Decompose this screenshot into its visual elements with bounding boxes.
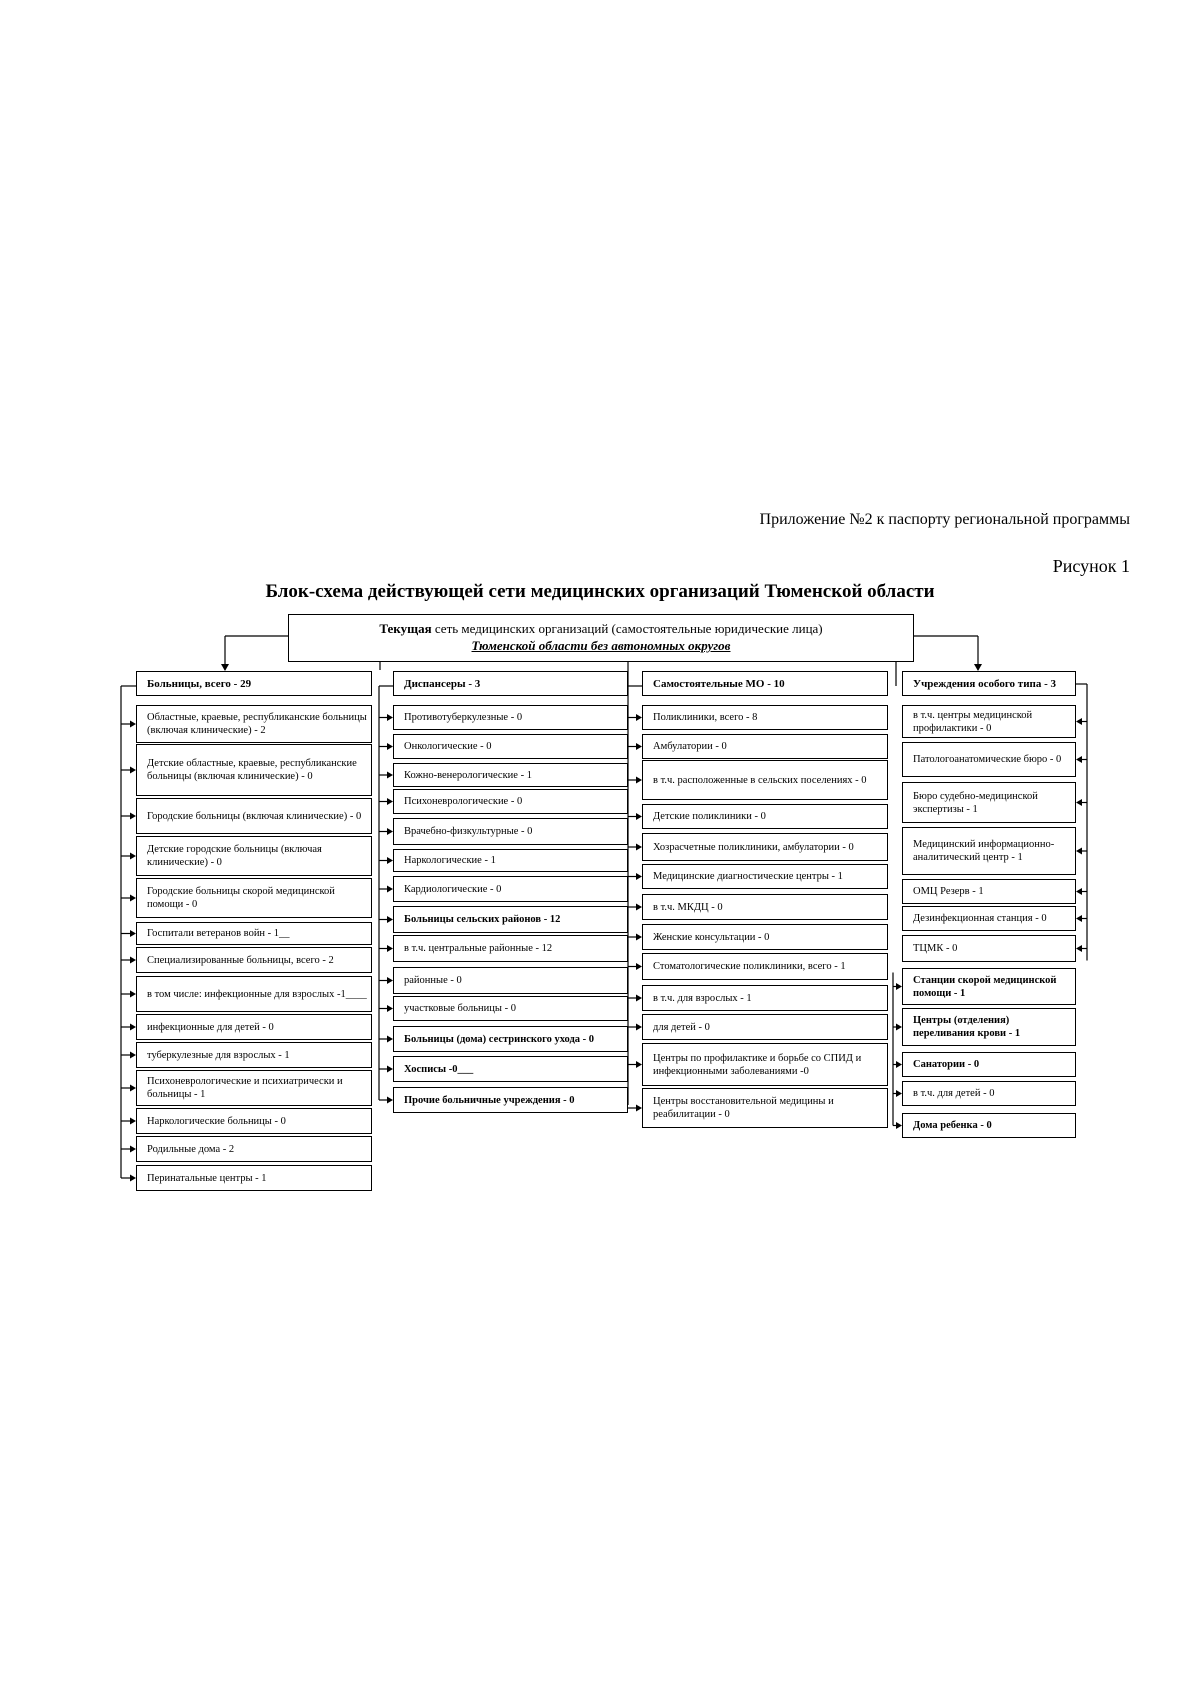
col2-item-5 <box>393 818 628 845</box>
col3-item-label: Поликлиники, всего - 8 <box>653 712 758 723</box>
col2-item-1 <box>393 705 628 730</box>
col4-item-label: в т.ч. центры медицинской профилактики - 0 <box>913 709 1033 734</box>
col2-item-label: Больницы (дома) сестринского ухода - 0 <box>404 1033 595 1045</box>
col4-branch-arrow <box>1076 718 1082 725</box>
col4-item-label: Центры (отделения) переливания крови - 1 <box>913 1015 1021 1039</box>
col1-item-5 <box>136 878 372 918</box>
col3-item-label: Женские консультации - 0 <box>653 931 770 943</box>
col3-header: Самостоятельные МО - 10 <box>642 671 888 696</box>
root-box <box>288 614 914 662</box>
col1-item-label: Перинатальные центры - 1 <box>147 1172 267 1184</box>
col4-item-label: Санатории - 0 <box>913 1059 980 1070</box>
col2-item-label: Онкологические - 0 <box>404 741 492 752</box>
col3-item-12 <box>642 1043 888 1086</box>
col2-item-label: Противотуберкулезные - 0 <box>404 712 523 723</box>
col1-item-14 <box>136 1165 372 1191</box>
col1-item-13 <box>136 1136 372 1162</box>
col1-item-1 <box>136 705 372 743</box>
col4-item-4 <box>902 827 1076 875</box>
col3-item-6 <box>642 864 888 889</box>
col3-item-label: в т.ч. расположенные в сельских поселениях - 0 <box>653 774 867 786</box>
col3-item-10 <box>642 985 888 1011</box>
col2-item-label: участковые больницы - 0 <box>404 1003 516 1014</box>
col2-item-6 <box>393 849 628 872</box>
root-to-col4-arrow <box>974 664 982 671</box>
col2-item-11 <box>393 996 628 1021</box>
root-to-col1-arrow <box>221 664 229 671</box>
col3-item-3 <box>642 760 888 800</box>
col1-header: Больницы, всего - 29 <box>136 671 372 696</box>
col1-item-label: инфекционные для детей - 0 <box>147 1021 274 1033</box>
col2-header: Диспансеры - 3 <box>393 671 628 696</box>
col2-item-9 <box>393 935 628 962</box>
col1-item-3 <box>136 798 372 834</box>
col4-item-label: ТЦМК - 0 <box>913 943 958 954</box>
col4-item-label: ОМЦ Резерв - 1 <box>913 886 984 897</box>
col2-item-label: в т.ч. центральные районные - 12 <box>404 943 553 954</box>
col2-item-label: Кожно-венерологические - 1 <box>404 769 532 781</box>
col1-item-10 <box>136 1042 372 1068</box>
col2-item-4 <box>393 789 628 814</box>
col1-item-6 <box>136 922 372 945</box>
col3-item-label: в т.ч. для взрослых - 1 <box>653 992 752 1004</box>
col1-item-11 <box>136 1070 372 1106</box>
col4-branch-arrow <box>1076 848 1082 855</box>
root-text: сеть медицинских организаций (самостоятельные юридические лица) <box>431 621 823 636</box>
col2-item-label: Прочие больничные учреждения - 0 <box>404 1094 575 1106</box>
col4-item-10 <box>902 1052 1076 1077</box>
col4-branch-arrow <box>1076 756 1082 763</box>
col3-item-label: Детские поликлиники - 0 <box>653 811 766 822</box>
col4-item-11 <box>902 1081 1076 1106</box>
col1-item-12 <box>136 1108 372 1134</box>
col4-branch-arrow <box>1076 915 1082 922</box>
col3-item-label: Медицинские диагностические центры - 1 <box>653 871 843 882</box>
col3-item-5 <box>642 833 888 861</box>
col3-item-2 <box>642 734 888 759</box>
col1-item-label: Детские городские больницы (включая клинические) - 0 <box>147 844 322 868</box>
col3-item-label: Хозрасчетные поликлиники, амбулатории - 0 <box>653 841 854 853</box>
col4-item-5 <box>902 879 1076 904</box>
col1-item-label: Родильные дома - 2 <box>147 1143 235 1155</box>
col4-item-7 <box>902 935 1076 962</box>
col2-item-label: Кардиологические - 0 <box>404 883 502 895</box>
col4-item-2 <box>902 742 1076 777</box>
col3-item-label: в т.ч. МКДЦ - 0 <box>653 901 723 913</box>
appendix-label: Приложение №2 к паспорту региональной программы <box>759 511 1130 528</box>
col1-item-9 <box>136 1014 372 1040</box>
col4-item-label: Дезинфекционная станция - 0 <box>913 913 1047 924</box>
col3-item-1 <box>642 705 888 730</box>
col4-item-label: Дома ребенка - 0 <box>913 1120 992 1131</box>
col1-item-label: Городские больницы (включая клинические) - 0 <box>147 810 362 822</box>
col3-item-4 <box>642 804 888 829</box>
col3-item-label: Центры восстановительной медицины и реабилитации - 0 <box>653 1096 834 1120</box>
col3-item-label: Центры по профилактике и борьбе со СПИД и инфекционными заболеваниями -0 <box>653 1052 862 1077</box>
col1-item-label: Наркологические больницы - 0 <box>147 1115 286 1127</box>
col2-item-label: Наркологические - 1 <box>404 855 496 866</box>
root-subtitle: Тюменской области без автономных округов <box>471 638 731 653</box>
col3-item-label: Амбулатории - 0 <box>653 741 727 752</box>
col1-item-label: Городские больницы скорой медицинской помощи - 0 <box>147 886 335 910</box>
col1-item-label: Госпитали ветеранов войн - 1__ <box>147 928 290 939</box>
col4-item-12 <box>902 1113 1076 1138</box>
col1-item-label: Специализированные больницы, всего - 2 <box>147 954 334 966</box>
col4-branch-arrow <box>1076 799 1082 806</box>
col2-item-2 <box>393 734 628 759</box>
root-bold: Текущая <box>379 621 432 636</box>
col3-item-11 <box>642 1014 888 1040</box>
col1-item-2 <box>136 744 372 796</box>
col1-item-label: Психоневрологические и психиатрически и больницы - 1 <box>147 1076 343 1100</box>
col4-item-label: Медицинский информационно-аналитический центр - 1 <box>913 839 1055 863</box>
col3-item-label: Стоматологические поликлиники, всего - 1 <box>653 961 846 972</box>
col4-branch-arrow <box>1076 888 1082 895</box>
col2-item-label: Больницы сельских районов - 12 <box>404 914 561 925</box>
col3-item-8 <box>642 924 888 950</box>
col1-item-8 <box>136 976 372 1012</box>
col4-item-8 <box>902 968 1076 1005</box>
col4-item-label: в т.ч. для детей - 0 <box>913 1088 995 1099</box>
figure-label: Рисунок 1 <box>1052 556 1130 576</box>
col3-item-9 <box>642 953 888 980</box>
col4-item-label: Бюро судебно-медицинской экспертизы - 1 <box>913 790 1038 815</box>
col2-item-12 <box>393 1026 628 1052</box>
col4-item-3 <box>902 782 1076 823</box>
col2-item-label: Психоневрологические - 0 <box>404 796 523 807</box>
col2-item-label: районные - 0 <box>404 975 462 986</box>
col3-item-7 <box>642 894 888 920</box>
col4-branch-arrow <box>1076 945 1082 952</box>
col4-header: Учреждения особого типа - 3 <box>902 671 1076 696</box>
col1-item-7 <box>136 947 372 973</box>
col4-item-6 <box>902 906 1076 931</box>
col4-item-label: Станции скорой медицинской помощи - 1 <box>913 974 1057 999</box>
col2-item-7 <box>393 876 628 902</box>
diagram-title: Блок-схема действующей сети медицинских организаций Тюменской области <box>265 581 935 602</box>
col4-item-1 <box>902 705 1076 738</box>
col1-item-label: в том числе: инфекционные для взрослых -1____ <box>147 988 367 1000</box>
col2-item-10 <box>393 967 628 994</box>
col4-item-9 <box>902 1008 1076 1046</box>
col2-item-3 <box>393 763 628 787</box>
col1-item-4 <box>136 836 372 876</box>
col1-item-label: Детские областные, краевые, республиканские больницы (включая клинические) - 0 <box>147 758 357 782</box>
col2-item-13 <box>393 1056 628 1082</box>
col4-item-label: Патологоанатомические бюро - 0 <box>913 754 1062 765</box>
col3-item-13 <box>642 1088 888 1128</box>
col2-item-label: Хосписы -0___ <box>404 1063 474 1075</box>
col1-item-label: туберкулезные для взрослых - 1 <box>147 1049 290 1061</box>
col2-item-label: Врачебно-физкультурные - 0 <box>404 826 533 837</box>
col2-item-8 <box>393 906 628 933</box>
col1-item-label: Областные, краевые, республиканские больницы (включая клинические) - 2 <box>147 712 367 736</box>
col3-item-label: для детей - 0 <box>653 1021 710 1033</box>
col2-item-14 <box>393 1087 628 1113</box>
